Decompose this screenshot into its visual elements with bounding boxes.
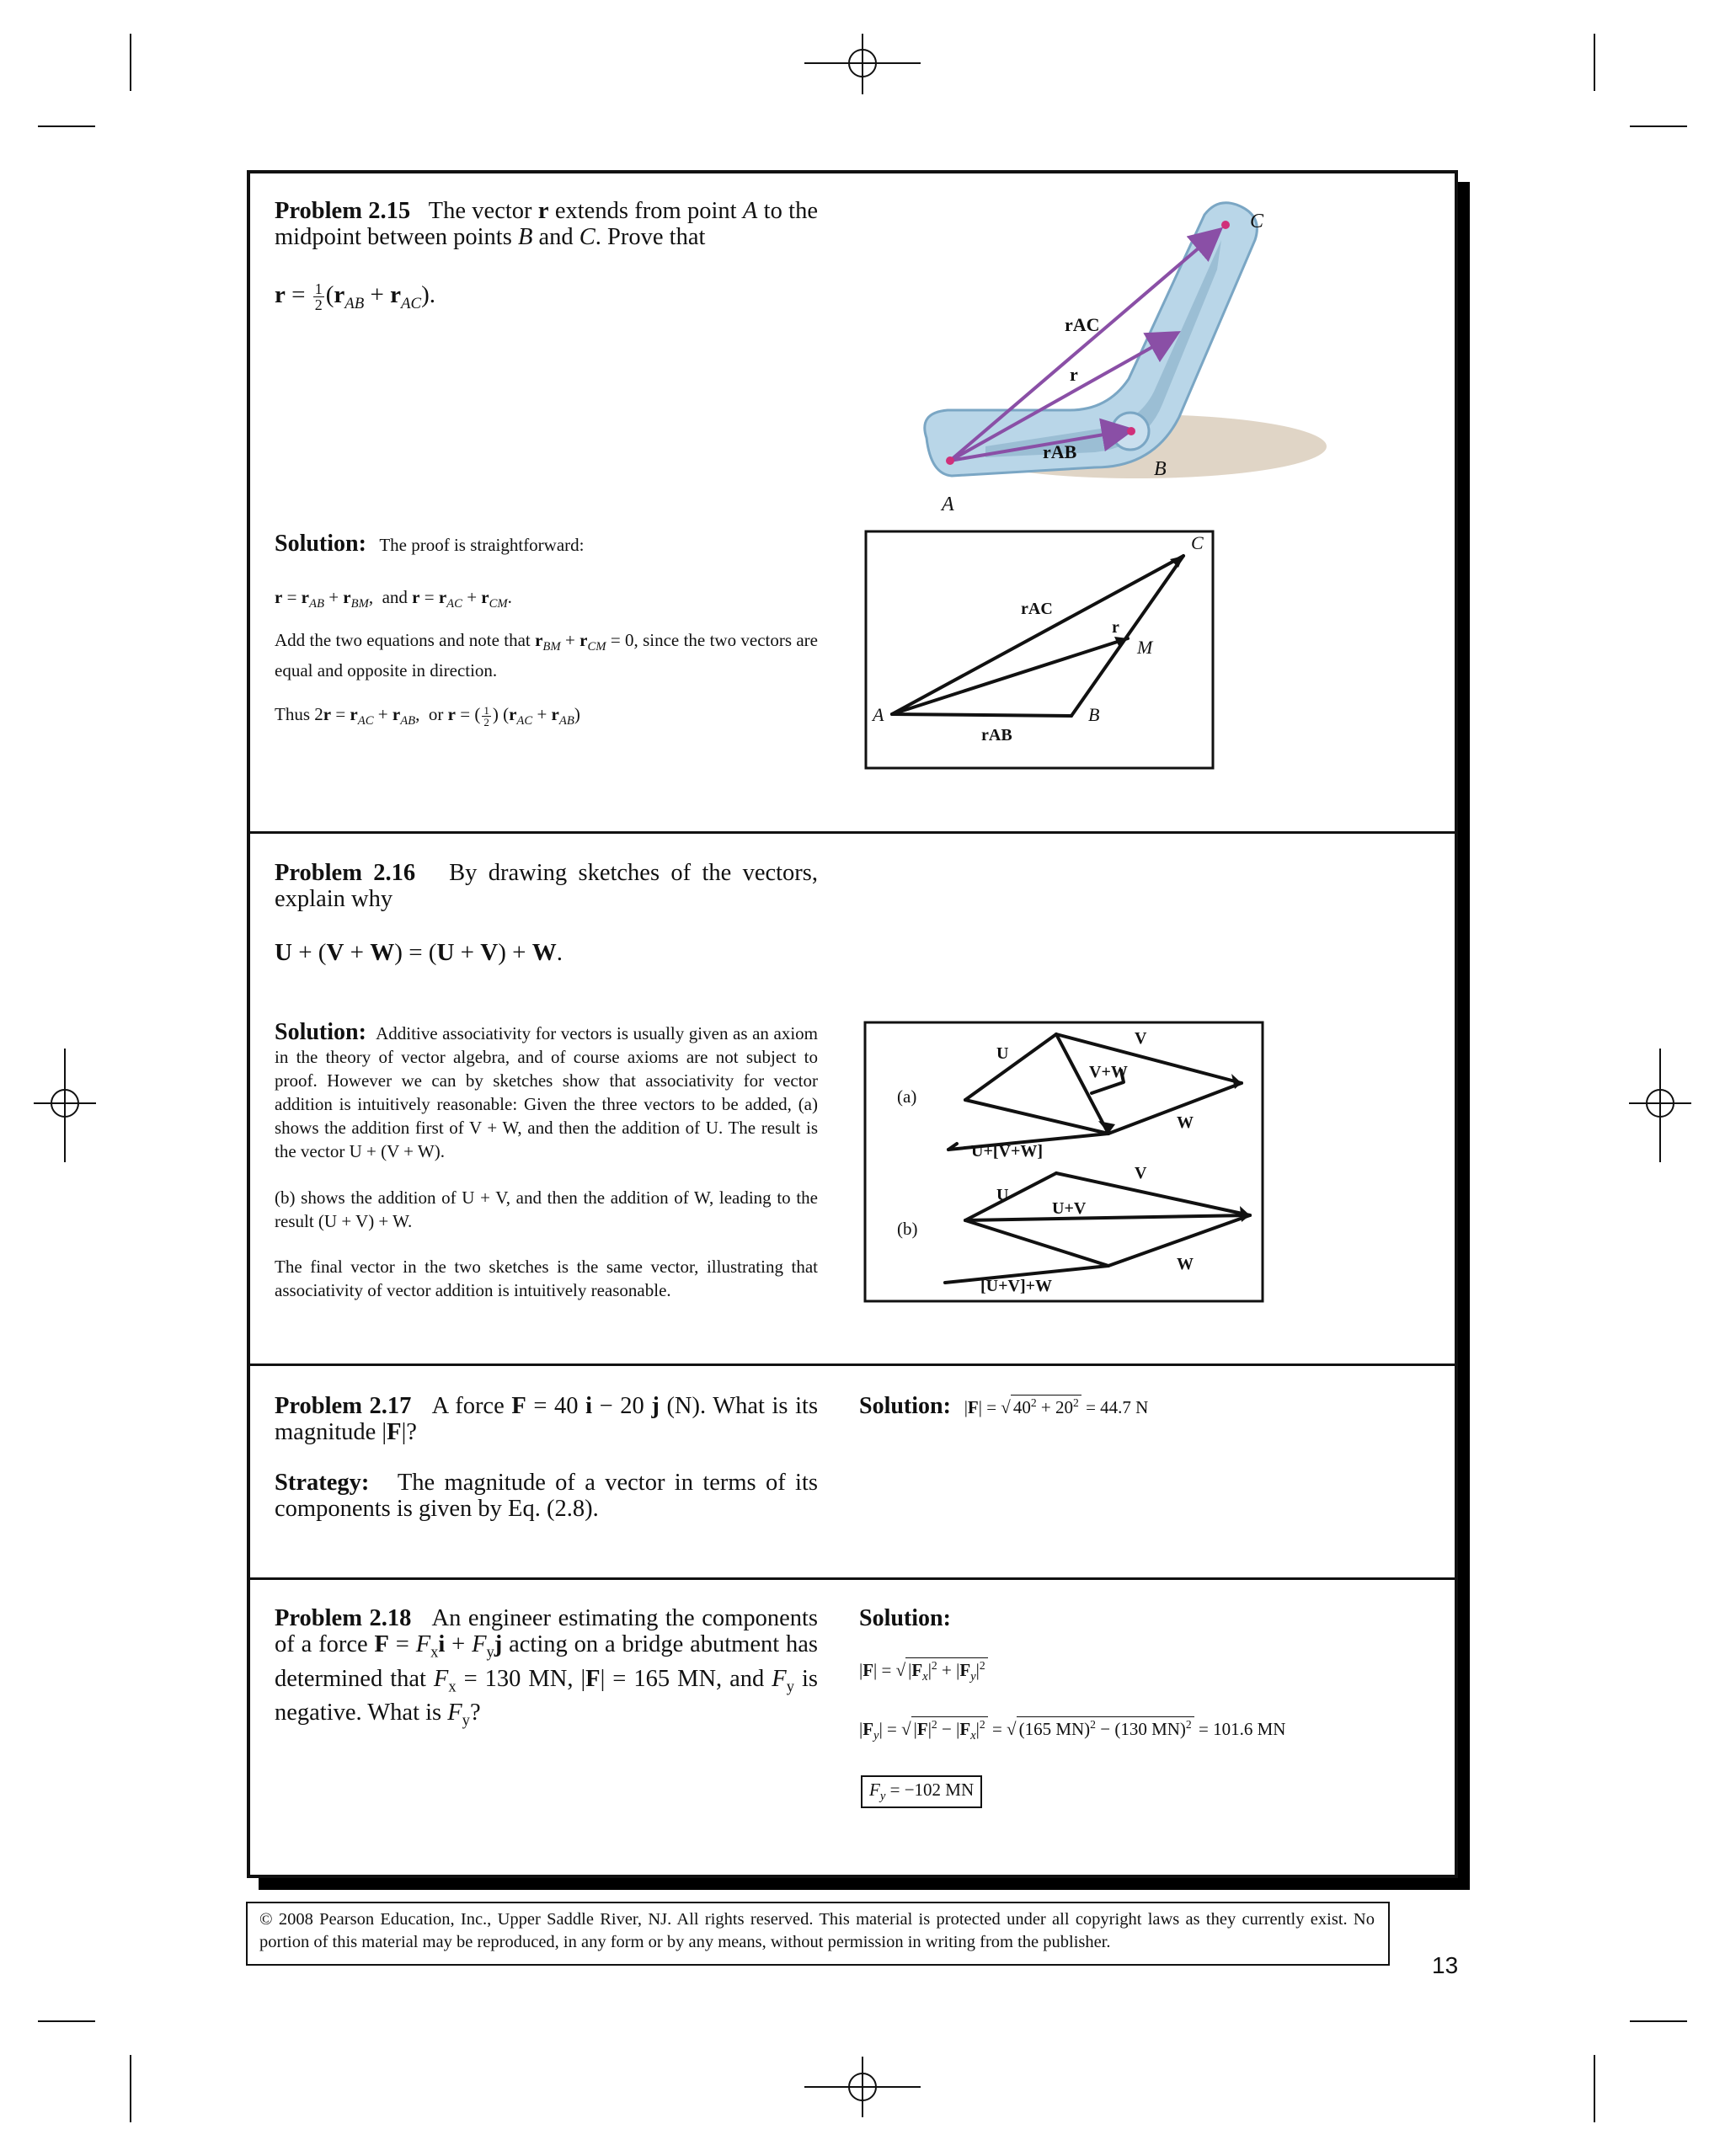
point-b-dot	[1127, 427, 1135, 435]
problem-2-17-strategy	[275, 1470, 818, 1522]
problem-2-16-text: By drawing sketches of the vectors, explain why	[275, 860, 819, 912]
label-b-sketch-assoc: (b)	[897, 1219, 918, 1239]
label-rab-sketch: rAB	[981, 726, 1012, 744]
label-a-photo: A	[942, 494, 954, 515]
label-b-sketch: B	[1088, 704, 1100, 725]
problem-2-16-solution-p3: The final vector in the two sketches is the same vector, illustrating that associativity of vector addition is intuitively reasonable.	[275, 1257, 818, 1300]
solution-label: Solution:	[859, 1393, 951, 1419]
problem-2-18-answer-box: $F_y = -102$ MN	[861, 1775, 982, 1808]
solution-paragraph-1: Additive associativity for vectors is usually given as an axiom in the theory of vector algebra, and of course axioms are not subject to proof. However we can by sketches show that associativity for vector addition is intuitively reasonable: Given the three vectors to be added, (a) shows the addition first of V + W, and then the addition of U. The result is the vector U + (V + W).	[275, 1023, 818, 1161]
problem-2-18-statement: Problem 2.18 An engineer estimating the components of a force $F = F_xi + F_yj$ acting on a bridge abutment has determined that $F_x = 130$ MN, |F| = 165 MN, and $F_y$ is negative. What is $F_y$?	[275, 1605, 819, 1731]
problem-2-15-id: Problem 2.15	[275, 198, 411, 224]
problem-2-16-equation: U + (V + W) = (U + V) + W.	[275, 939, 563, 966]
problem-2-18-solution-label: Solution:	[859, 1605, 951, 1631]
point-c-dot	[1221, 221, 1230, 229]
strategy-text: The magnitude of a vector in terms of its components is given by Eq. (2.8).	[275, 1470, 818, 1522]
problem-2-15-solution-line1: $r = r_{AB} + r_{BM}$, and $r = r_{AC} + r_{CM}$.	[275, 587, 512, 611]
problem-2-17-statement: Problem 2.17 A force F = 40 i − 20 j (N). What is its magnitude |F|?	[275, 1393, 819, 1445]
problem-2-15-solution-line3: Thus $2r = r_{AC} + r_{AB}$, or r = ( $\frac{1}{2}$ ) $(r_{AC} + r_{AB})$	[275, 703, 580, 728]
problem-2-16-statement	[275, 860, 818, 912]
label-rac-photo	[1065, 314, 1100, 336]
label-w-a: W	[1177, 1113, 1194, 1132]
label-vw-a: V+W	[1089, 1063, 1128, 1081]
point-a-dot	[946, 456, 954, 465]
label-m-sketch: M	[1137, 637, 1153, 658]
solution-intro-text: The proof is straightforward:	[379, 535, 585, 555]
label-uv-b: U+V	[1052, 1199, 1087, 1218]
label-u-a: U	[996, 1044, 1009, 1063]
problem-2-18-solution-line1: |F| = √ $|F_x|^2 + |F_y|^2$	[859, 1659, 988, 1684]
label-rac-text: rAC	[1065, 314, 1100, 335]
problem-2-15-solution-line2: Add the two equations and note that $r_{BM} + r_{CM} = 0$, since the two vectors are equal and opposite in direction.	[275, 630, 818, 681]
problem-2-15-solution-intro	[275, 531, 585, 558]
label-v-b: V	[1135, 1164, 1147, 1182]
copyright-notice: © 2008 Pearson Education, Inc., Upper Saddle River, NJ. All rights reserved. This material is protected under all copyright laws as they currently exist. No portion of this material may be reproduced, in any form or by any means, without permission in writing from the publisher.	[246, 1902, 1390, 1966]
problem-2-15-statement: Problem 2.15 The vector r extends from point A to the midpoint between points B and C. Prove that	[275, 198, 818, 250]
problem-2-18-solution-line2: $|F_y|$ = √ $|F|^2 - |F_x|^2$ = √ (165 MN)$^2$ − (130 MN)$^2$ = 101.6 MN	[859, 1718, 1286, 1743]
label-c-photo: C	[1250, 211, 1264, 232]
label-v-a: V	[1135, 1029, 1147, 1048]
problem-2-15-equation: r = $\frac{1}{2}$ $(r_{AB} + r_{AC})$.	[275, 280, 436, 313]
label-uv-w: [U+V]+W	[980, 1277, 1052, 1295]
label-c-sketch: C	[1191, 532, 1204, 553]
problem-2-16-solution	[275, 1021, 818, 1163]
section-divider	[247, 831, 1458, 834]
associativity-sketch	[864, 1022, 1265, 1304]
label-r-photo: r	[1070, 364, 1078, 385]
label-rab-photo: rAB	[1043, 441, 1077, 462]
label-r-sketch: r	[1112, 618, 1119, 637]
label-a-sketch: A	[873, 704, 884, 725]
triangle-sketch	[865, 531, 1215, 771]
label-u-b: U	[996, 1186, 1009, 1204]
problem-2-16-id: Problem 2.16	[275, 860, 416, 886]
bracket-figure	[884, 189, 1306, 526]
label-rac-sketch: rAC	[1021, 600, 1053, 618]
problem-2-16-solution-p2: (b) shows the addition of U + V, and then the addition of W, leading to the result (U + V) + W.	[275, 1187, 818, 1231]
section-divider	[247, 1577, 1458, 1580]
solution-label: Solution:	[275, 1019, 366, 1045]
label-a-sketch-assoc: (a)	[897, 1086, 917, 1107]
strategy-label: Strategy:	[275, 1470, 370, 1496]
section-divider	[247, 1364, 1458, 1366]
problem-2-17-solution: Solution: |F| = √ $40^2 + 20^2 = 44.7$ N	[859, 1393, 1149, 1419]
label-u-vw: U+[V+W]	[971, 1142, 1043, 1161]
solution-label: Solution:	[275, 531, 366, 557]
page-number: 13	[1432, 1952, 1459, 1978]
label-b-photo: B	[1154, 458, 1167, 480]
label-w-b: W	[1177, 1255, 1194, 1273]
